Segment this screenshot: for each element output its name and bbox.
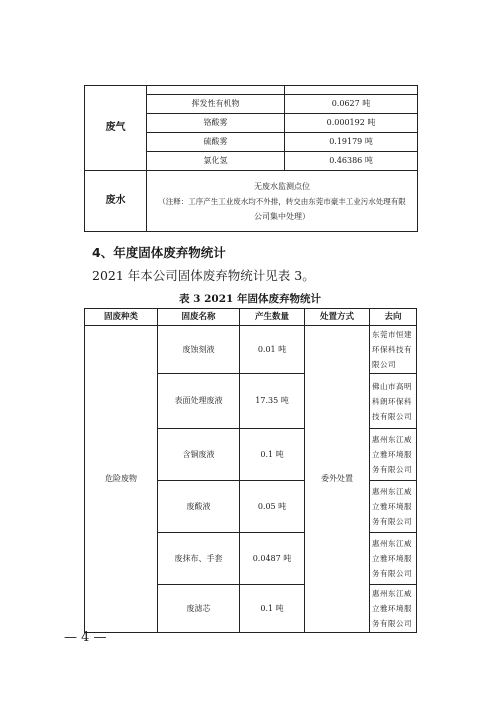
waste-water-label: 废水 bbox=[85, 171, 147, 232]
pollutant-name: 铬酸雾 bbox=[147, 114, 285, 133]
waste-name: 废酸液 bbox=[158, 481, 240, 533]
header-quantity: 产生数量 bbox=[240, 309, 305, 326]
waste-name: 废滤芯 bbox=[158, 585, 240, 633]
water-note-line: 无废水监测点位 bbox=[254, 181, 310, 191]
waste-name: 含铜废液 bbox=[158, 429, 240, 481]
waste-quantity: 0.1 吨 bbox=[240, 429, 305, 481]
waste-name: 废蚀刻液 bbox=[158, 326, 240, 374]
waste-destination: 惠州东江威立雅环境服务有限公司 bbox=[370, 429, 417, 481]
waste-quantity: 0.0487 吨 bbox=[240, 533, 305, 585]
page-number: — 4 — bbox=[64, 630, 107, 645]
gas-top-spacer bbox=[285, 86, 418, 95]
waste-destination: 惠州东江威立雅环境服务有限公司 bbox=[370, 533, 417, 585]
gas-top-spacer bbox=[147, 86, 285, 95]
header-disposal: 处置方式 bbox=[305, 309, 370, 326]
pollutant-value: 0.19179 吨 bbox=[285, 133, 418, 152]
pollutant-name: 氯化氢 bbox=[147, 152, 285, 171]
pollutant-value: 0.0627 吨 bbox=[285, 95, 418, 114]
solid-waste-table bbox=[84, 308, 417, 633]
waste-name: 废抹布、手套 bbox=[158, 533, 240, 585]
pollutant-value: 0.000192 吨 bbox=[285, 114, 418, 133]
waste-destination: 惠州东江威立雅环境服务有限公司 bbox=[370, 585, 417, 633]
waste-quantity: 0.01 吨 bbox=[240, 326, 305, 374]
waste-category: 危险废物 bbox=[85, 326, 158, 633]
waste-quantity: 0.1 吨 bbox=[240, 585, 305, 633]
disposal-method: 委外处置 bbox=[305, 326, 370, 633]
intro-paragraph: 2021 年本公司固体废弃物统计见表 3。 bbox=[92, 268, 315, 283]
table-caption: 表 3 2021 年固体废弃物统计 bbox=[179, 293, 321, 305]
waste-water-note bbox=[147, 171, 418, 232]
waste-destination: 惠州东江威立雅环境服务有限公司 bbox=[370, 481, 417, 533]
waste-quantity: 17.35 吨 bbox=[240, 374, 305, 429]
water-note-line: 公司集中处理） bbox=[254, 211, 310, 221]
waste-gas-label: 废气 bbox=[85, 86, 147, 171]
pollutant-value: 0.46386 吨 bbox=[285, 152, 418, 171]
waste-name: 表面处理废液 bbox=[158, 374, 240, 429]
header-destination: 去向 bbox=[370, 309, 417, 326]
waste-quantity: 0.05 吨 bbox=[240, 481, 305, 533]
emissions-table bbox=[84, 85, 418, 232]
pollutant-name: 硫酸雾 bbox=[147, 133, 285, 152]
header-category: 固废种类 bbox=[85, 309, 158, 326]
water-note-line: （注释：工序产生工业废水均不外排，转交由东莞市豪丰工业污水处理有限 bbox=[158, 196, 406, 206]
pollutant-name: 挥发性有机物 bbox=[147, 95, 285, 114]
header-name: 固废名称 bbox=[158, 309, 240, 326]
section-heading: 4、年度固体废弃物统计 bbox=[92, 245, 226, 260]
waste-destination: 佛山市高明科朗环保科技有限公司 bbox=[370, 374, 417, 429]
waste-destination: 东莞市恒建环保科技有限公司 bbox=[370, 326, 417, 374]
